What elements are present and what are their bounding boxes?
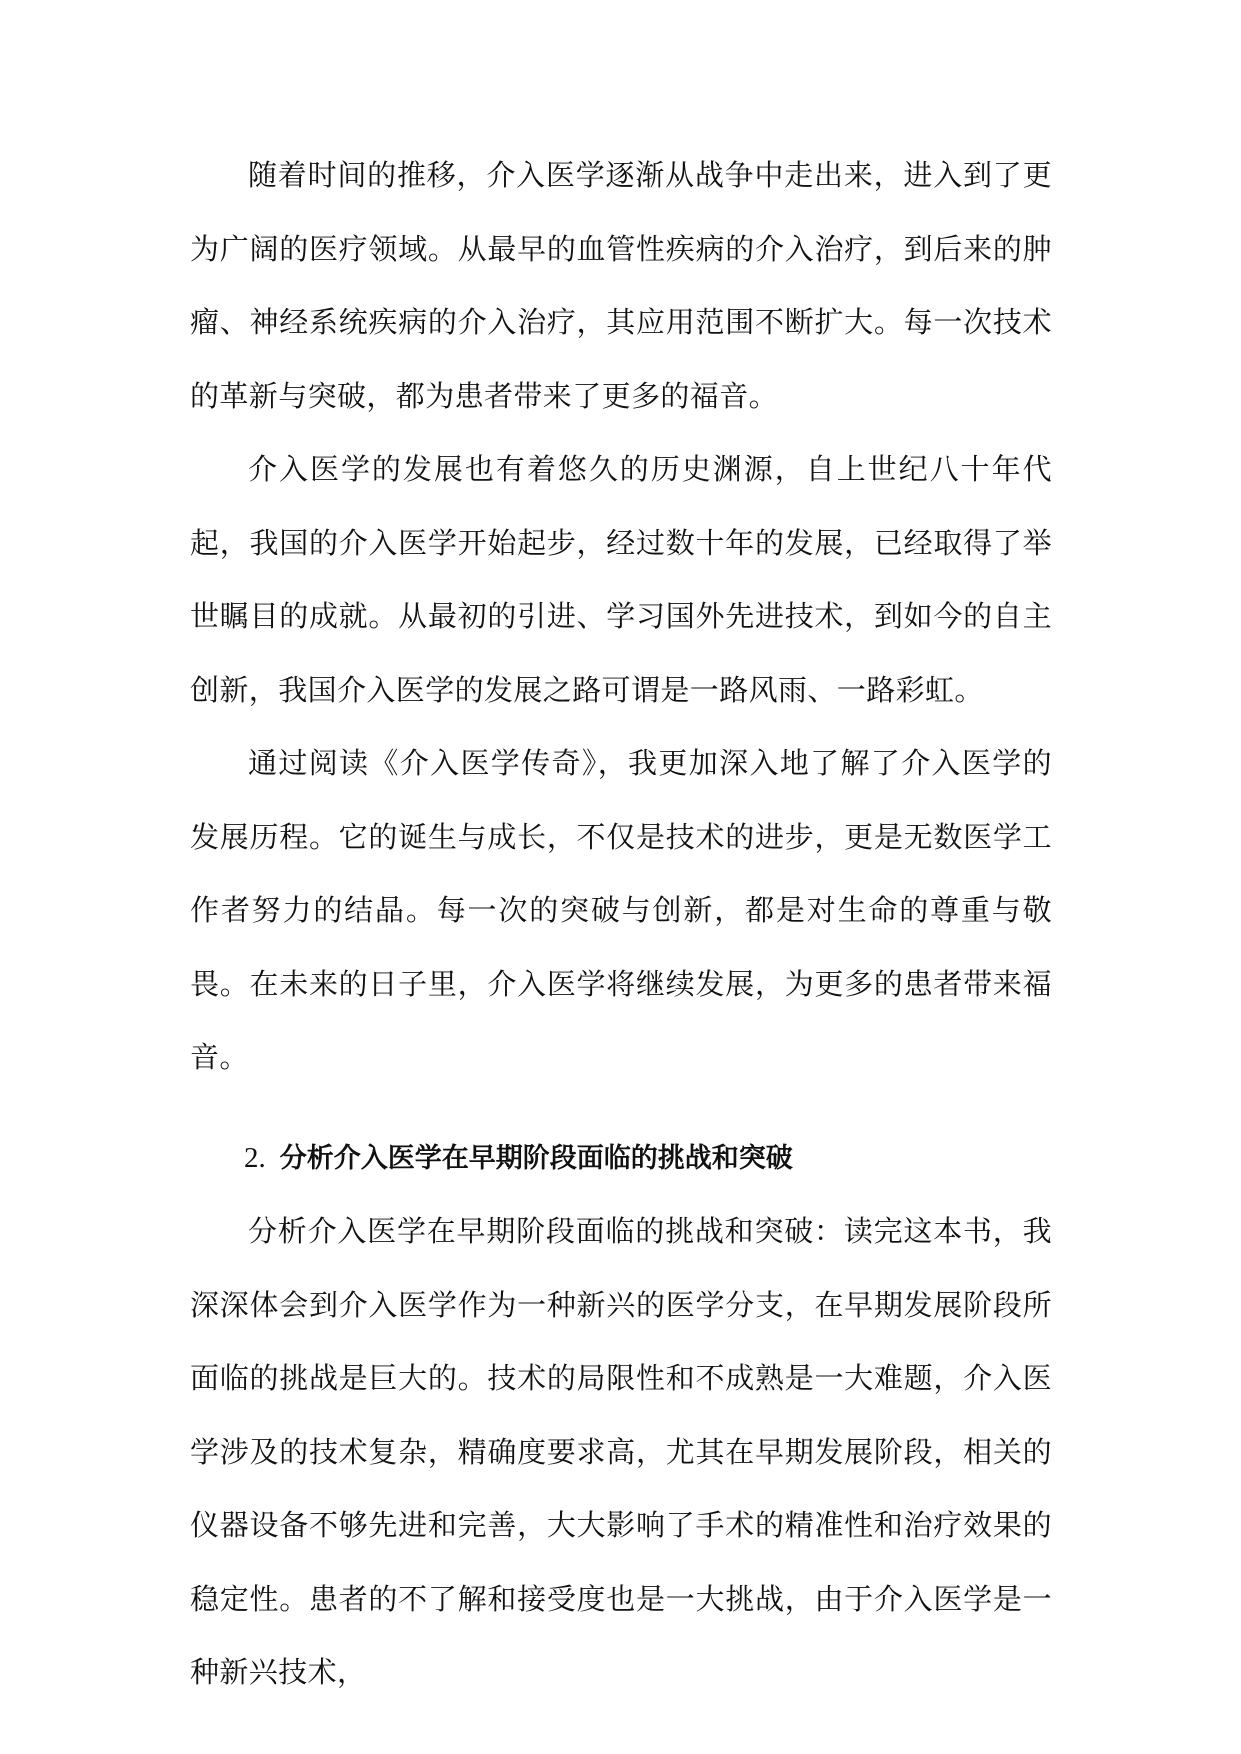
paragraph-3: 通过阅读《介入医学传奇》，我更加深入地了解了介入医学的发展历程。它的诞生与成长，不仅是技术的进步，更是无数医学工作者努力的结晶。每一次的突破与创新，都是对生命的尊重与敬畏。在未来的日子里，介入医学将继续发展，为更多的患者带来福音。 <box>190 746 1052 1074</box>
section-title: 分析介入医学在早期阶段面临的挑战和突破 <box>279 1142 793 1174</box>
paragraph-4: 分析介入医学在早期阶段面临的挑战和突破：读完这本书，我深深体会到介入医学作为一种新兴的医学分支，在早期发展阶段所面临的挑战是巨大的。技术的局限性和不成熟是一大难题，介入医学涉及的技术复杂，精确度要求高，尤其在早期发展阶段，相关的仪器设备不够先进和完善，大大影响了手术的精准性和治疗效果的稳定性。患者的不了解和接受度也是一大挑战，由于介入医学是一种新兴技术， <box>190 1214 1052 1689</box>
paragraph-2: 介入医学的发展也有着悠久的历史渊源，自上世纪八十年代起，我国的介入医学开始起步，经过数十年的发展，已经取得了举世瞩目的成就。从最初的引进、学习国外先进技术，到如今的自主创新，我国介入医学的发展之路可谓是一路风雨、一路彩虹。 <box>190 452 1052 707</box>
paragraph-1: 随着时间的推移，介入医学逐渐从战争中走出来，进入到了更为广阔的医疗领域。从最早的血管性疾病的介入治疗，到后来的肿瘤、神经系统疾病的介入治疗，其应用范围不断扩大。每一次技术的革新与突破，都为患者带来了更多的福音。 <box>190 158 1052 413</box>
section-heading <box>190 1122 1052 1196</box>
section-number: 2. <box>244 1141 266 1174</box>
document-body <box>190 139 1052 1710</box>
